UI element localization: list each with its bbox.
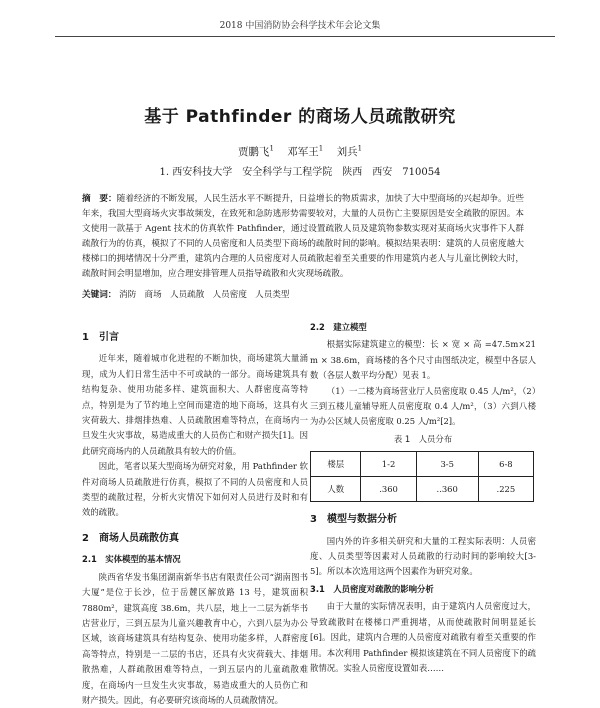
body-paragraph: 近年来，随着城市化进程的不断加快，商场建筑大量涌现，成为人们日常生活中不可或缺的一部分。商场建筑具有结构复杂、使用功能多样、建筑面积大、人群密度高等特点，特别是为了节约地上空间而建造的地下商场，这具有火灾荷载大、排烟排热难、人员疏散困难等特点，在商场内一旦发生火灾事故，易造成重大的人员伤亡和财产损失[1]。因此研究商场内的人员疏散具有较大的价值。 bbox=[82, 353, 308, 456]
body-paragraph: 由于大量的实际情况表明，由于建筑内人员密度过大，导致疏散时在楼梯口严重拥堵，从而使疏散时间明显延长[6]。因此，建筑内合理的人员密度对疏散有着至关重要的作用。本次利用 Pathfinder 模拟该建筑在不同人员密度下的疏散情况。实验人员密度设置如表…… bbox=[310, 601, 536, 673]
keyword: 人员疏散 bbox=[169, 290, 205, 300]
body-paragraph: 国内外的许多相关研究和大量的工程实际表明：人员密度、人员类型等因素对人员疏散的行动时间的影响较大[3-5]。所以本次选用这两个因素作为研究对象。 bbox=[310, 535, 536, 577]
right-column bbox=[310, 320, 536, 676]
table-row bbox=[311, 452, 534, 477]
section-heading-analysis: 3 模型与数据分析 bbox=[310, 514, 397, 526]
table-header-cell: 1-2 bbox=[361, 452, 416, 477]
table-header-cell: 楼层 bbox=[311, 452, 361, 477]
author-name: 贾鹏飞 bbox=[237, 146, 270, 158]
table-cell: .360 bbox=[361, 477, 416, 502]
author-affil-mark: 1 bbox=[269, 144, 274, 153]
table-header-cell: 6-8 bbox=[478, 452, 533, 477]
body-paragraph: 根据实际建筑建立的模型：长 × 宽 × 高 =47.5m×21 m × 38.6m，商场楼的各个尺寸由图纸决定，模型中各层人数（各层人数平均分配）见表 1。 bbox=[310, 339, 536, 381]
author-affil-mark: 1 bbox=[318, 144, 324, 153]
header-rule bbox=[55, 36, 555, 37]
author-name: 邓军王 bbox=[287, 146, 319, 158]
left-column bbox=[82, 320, 308, 708]
keywords-label: 关键词： bbox=[82, 290, 117, 300]
section-heading-simulation: 2 商场人员疏散仿真 bbox=[82, 532, 179, 544]
body-paragraph: （1）一二楼为商场营业厅人员密度取 0.45 人/m²，（2）三到五楼儿童辅导班人员密度取 0.4 人/m²，（3）六到八楼为办公区域人员密度取 0.25 人/m²[2]。 bbox=[310, 385, 536, 427]
subsection-heading: 2.1 实体模型的基本情况 bbox=[82, 554, 181, 565]
subsection-heading: 2.2 建立模型 bbox=[310, 322, 367, 332]
table-row bbox=[311, 477, 534, 502]
table-cell: 人数 bbox=[311, 477, 361, 502]
table-cell: .225 bbox=[478, 477, 533, 502]
table-caption: 表 1 人员分布 bbox=[393, 433, 453, 444]
abstract bbox=[82, 192, 524, 282]
population-table bbox=[310, 451, 534, 502]
paper-title: 基于 Pathfinder 的商场人员疏散研究 bbox=[144, 107, 456, 127]
abstract-text: 随着经济的不断发展，人民生活水平不断提升，日益增长的物质需求，加快了大中型商场的兴起却争。近些年来，我国大型商场火灾事故频发，在致死和急防逃形势需要较对，大量的人员伤亡主要原因是安全疏散的原因。本文使用一款基于 Agent 技术的仿真软件 Pathfinder，通过设置疏散人员及建筑物参数实现对某商场火灾事件下人群疏散行为的仿真，模拟了不同的人员密度和人员类型下商场的疏散时间的影响。模拟结果表明：建筑的人员密度越大楼梯口的拥堵情况十分严重，建筑内合理的人员密度对人员疏散起着至关重要的作用建筑内老人与儿童比例较大时，疏散时间会明显增加，应合理安排管理人员指导疏散和火灾现场疏散。 bbox=[82, 194, 524, 279]
running-header: 2018 中国消防协会科学技术年会论文集 bbox=[219, 21, 381, 31]
keyword: 人员密度 bbox=[212, 290, 247, 300]
section-heading-intro: 1 引言 bbox=[82, 332, 119, 343]
keyword: 商场 bbox=[144, 290, 162, 300]
keyword: 人员类型 bbox=[255, 290, 290, 300]
keywords bbox=[82, 288, 524, 300]
keyword: 消防 bbox=[119, 290, 137, 300]
body-paragraph: 陕西省华发书集团湖南新华书店有限责任公司“湖南图书大厦”是位于长沙，位于岳麓区解放路 13 号，建筑面积 7880m²，建筑高度 38.6m，共八层，地上一二层为新华书店营业厅，三到五层为儿童兴趣教育中心，六到八层为办公区域，该商场建筑具有结构复杂、使用功能多样，人群密度高等特点，特别是一二层的书店，还具有火灾荷载大、排烟散热难，人群疏散困难等特点，一到五层内的儿童疏散难度，在商场内一旦发生火灾事故，易造成重大的人员伤亡和财产损失。因此，有必要研究该商场的人员疏散情况。 bbox=[82, 571, 308, 705]
author-name: 刘兵 bbox=[336, 146, 358, 158]
body-paragraph: 因此，笔者以某大型商场为研究对象，用 Pathfinder 软件对商场人员疏散进行仿真，模拟了不同的人员密度和人员类型的疏散过程，分析火灾情况下如何对人员进行及时和有效的疏散。 bbox=[82, 461, 308, 518]
author-list bbox=[0, 144, 600, 159]
table-header-cell: 3-5 bbox=[416, 452, 478, 477]
table-cell: ..360 bbox=[416, 477, 478, 502]
subsection-heading: 3.1 人员密度对疏散的影响分析 bbox=[310, 583, 434, 594]
abstract-label: 摘 要： bbox=[82, 194, 117, 204]
author-affil-mark: 1 bbox=[357, 144, 363, 153]
affiliation: 1. 西安科技大学 安全科学与工程学院 陕西 西安 710054 bbox=[159, 167, 441, 178]
